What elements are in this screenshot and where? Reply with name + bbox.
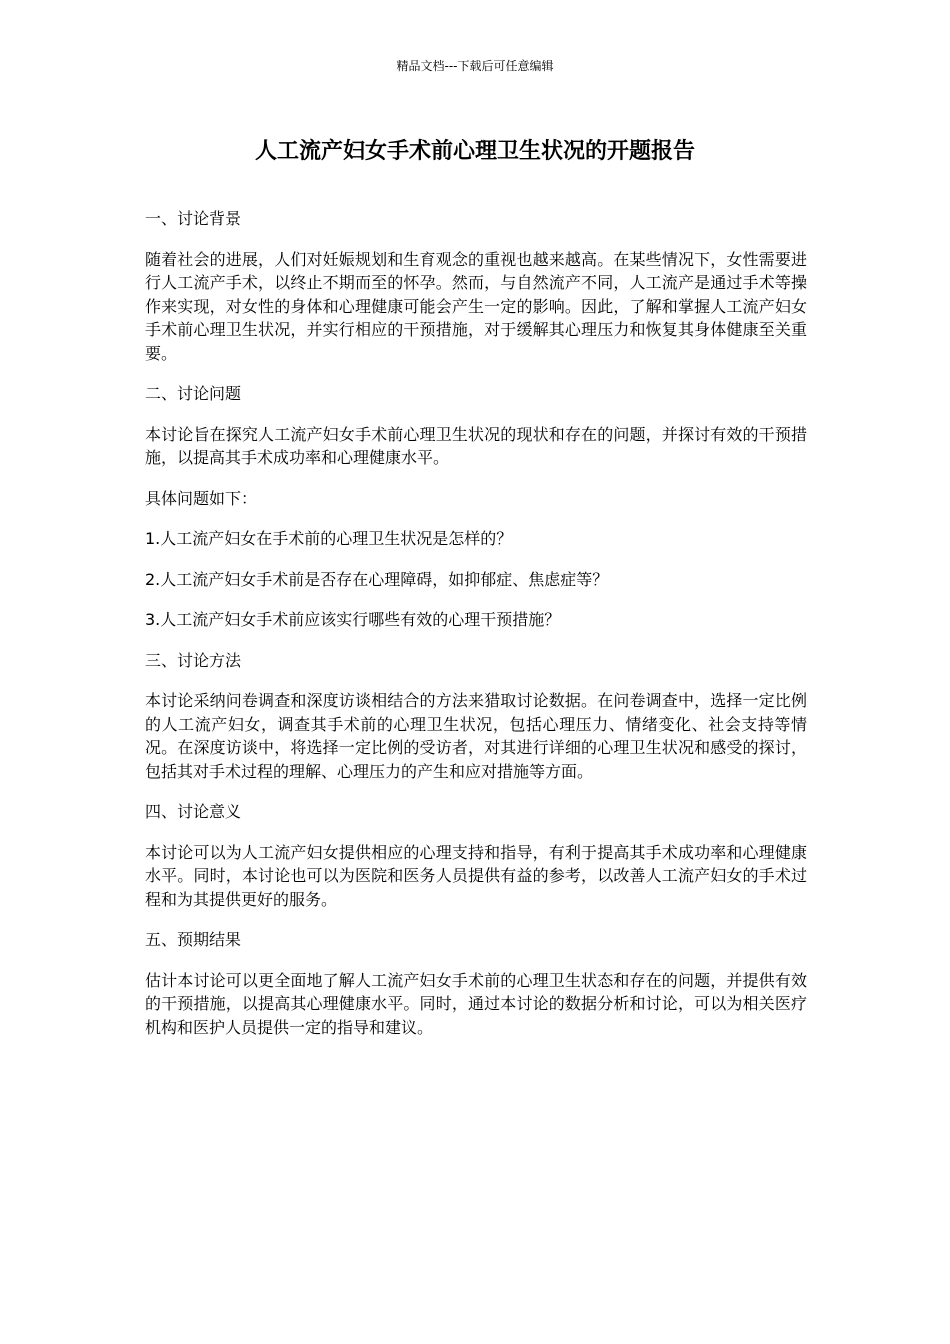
section-heading-questions: 二、讨论问题 <box>145 384 242 403</box>
section-heading-methods: 三、讨论方法 <box>145 650 242 670</box>
expected-results-paragraph: 估计本讨论可以更全面地了解人工流产妇女手术前的心理卫生状态和存在的问题，并提供有效的干预措施，以提高其心理健康水平。同时，通过本讨论的数据分析和讨论，可以为相关医疗机构和医护人员提供一定的指导和建议。 <box>145 970 807 1037</box>
background-paragraph: 随着社会的进展，人们对妊娠规划和生育观念的重视也越来越高。在某些情况下，女性需要进行人工流产手术，以终止不期而至的怀孕。然而，与自然流产不同，人工流产是通过手术等操作来实现，对女性的身体和心理健康可能会产生一定的影响。因此，了解和掌握人工流产妇女手术前心理卫生状况，并实行相应的干预措施，对于缓解其心理压力和恢复其身体健康至关重要。 <box>145 249 807 363</box>
questions-lead-in: 具体问题如下： <box>145 488 258 508</box>
question-item-1: 1.人工流产妇女在手术前的心理卫生状况是怎样的？ <box>145 529 513 548</box>
header-note: 精品文档---下载后可任意编辑 <box>396 59 554 73</box>
section-heading-significance: 四、讨论意义 <box>145 802 242 821</box>
significance-paragraph: 本讨论可以为人工流产妇女提供相应的心理支持和指导，有利于提高其手术成功率和心理健康水平。同时，本讨论也可以为医院和医务人员提供有益的参考，以改善人工流产妇女的手术过程和为其提供更好的服务。 <box>145 842 807 909</box>
question-item-2: 2.人工流产妇女手术前是否存在心理障碍，如抑郁症、焦虑症等？ <box>145 569 609 589</box>
questions-intro-paragraph: 本讨论旨在探究人工流产妇女手术前心理卫生状况的现状和存在的问题，并探讨有效的干预措施，以提高其手术成功率和心理健康水平。 <box>145 424 807 467</box>
section-heading-background: 一、讨论背景 <box>145 209 242 228</box>
section-heading-expected-results: 五、预期结果 <box>145 930 242 949</box>
document-title: 人工流产妇女手术前心理卫生状况的开题报告 <box>254 139 695 164</box>
methods-paragraph: 本讨论采纳问卷调查和深度访谈相结合的方法来猎取讨论数据。在问卷调查中，选择一定比例的人工流产妇女，调查其手术前的心理卫生状况，包括心理压力、情绪变化、社会支持等情况。在深度访谈中，将选择一定比例的受访者，对其进行详细的心理卫生状况和感受的探讨，包括其对手术过程的理解、心理压力的产生和应对措施等方面。 <box>145 691 807 781</box>
document-body <box>145 207 807 1056</box>
question-item-3: 3.人工流产妇女手术前应该实行哪些有效的心理干预措施？ <box>145 610 561 629</box>
